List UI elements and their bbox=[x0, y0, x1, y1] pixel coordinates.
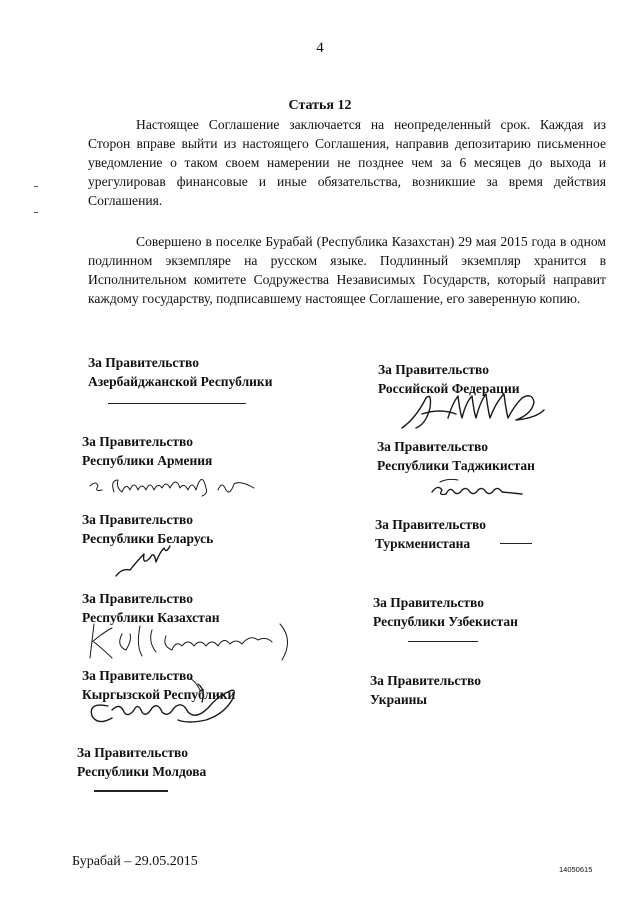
signature-line bbox=[108, 403, 246, 404]
article-title: Статья 12 bbox=[288, 98, 352, 113]
signatory-line1: За Правительство bbox=[370, 673, 481, 688]
signatory-line2: Украины bbox=[370, 692, 427, 707]
signatory-ukraine bbox=[370, 671, 481, 709]
signature-line bbox=[408, 641, 478, 642]
signatory-line1: За Правительство bbox=[88, 355, 199, 370]
signatory-armenia bbox=[82, 432, 212, 470]
signatory-line1: За Правительство bbox=[378, 362, 489, 377]
page-number: 4 bbox=[316, 40, 324, 56]
signatory-line2: Азербайджанской Республики bbox=[88, 374, 273, 389]
signatory-line2: Республики Армения bbox=[82, 453, 213, 468]
signature-tajikistan bbox=[428, 476, 528, 502]
signatory-uzbekistan bbox=[373, 593, 518, 631]
margin-mark bbox=[34, 212, 38, 213]
signatory-line1: За Правительство bbox=[377, 439, 488, 454]
signatory-line2: Российской Федерации bbox=[378, 381, 520, 396]
signatory-line1: За Правительство bbox=[375, 517, 486, 532]
signatory-azerbaijan bbox=[88, 353, 273, 391]
signatory-line1: За Правительство bbox=[82, 512, 193, 527]
signatory-turkmenistan bbox=[375, 515, 486, 553]
signatory-tajikistan bbox=[377, 437, 535, 475]
signature-russia bbox=[396, 388, 556, 438]
footer-place-date: Бурабай – 29.05.2015 bbox=[72, 854, 198, 869]
signatory-line2: Республики Таджикистан bbox=[377, 458, 535, 473]
margin-mark bbox=[34, 186, 38, 187]
signature-belarus bbox=[112, 540, 182, 582]
signatory-line2: Кыргызской Республики bbox=[82, 687, 236, 702]
signature-line bbox=[500, 543, 532, 544]
signatory-line1: За Правительство bbox=[77, 745, 188, 760]
signatory-line1: За Правительство bbox=[373, 595, 484, 610]
article-paragraph-2: Совершено в поселке Бурабай (Республика Казахстан) 29 мая 2015 года в одном подлинном экземпляре на русском языке. Подлинный экземпляр хранится в Исполнительном комитете Содружества Независимых Государств, который направит каждому государству, подписавшему настоящее Соглашение, его заверенную копию. bbox=[88, 234, 606, 306]
article-paragraph-1: Настоящее Соглашение заключается на неопределенный срок. Каждая из Сторон вправе выйти из настоящего Соглашения, направив депозитарию письменное уведомление о таком своем намерении не позднее чем за 6 месяцев до выхода и урегулировав финансовые и иные обязательства, возникшие за время действия Соглашения. bbox=[88, 117, 606, 208]
signatory-line1: За Правительство bbox=[82, 434, 193, 449]
signatory-line2: Туркменистана bbox=[375, 536, 471, 551]
signature-kazakhstan bbox=[82, 616, 302, 666]
signatory-line2: Республики Беларусь bbox=[82, 531, 214, 546]
signatory-moldova bbox=[77, 743, 206, 781]
signatory-line2: Республики Казахстан bbox=[82, 610, 220, 625]
signatory-line2: Республики Молдова bbox=[77, 764, 207, 779]
signature-line bbox=[94, 790, 168, 792]
signatory-line2: Республики Узбекистан bbox=[373, 614, 518, 629]
signatory-line1: За Правительство bbox=[82, 668, 193, 683]
signature-armenia bbox=[84, 466, 264, 506]
signature-kyrgyzstan bbox=[78, 672, 268, 732]
signatory-line1: За Правительство bbox=[82, 591, 193, 606]
footer-document-code: 14050615 bbox=[559, 865, 593, 874]
